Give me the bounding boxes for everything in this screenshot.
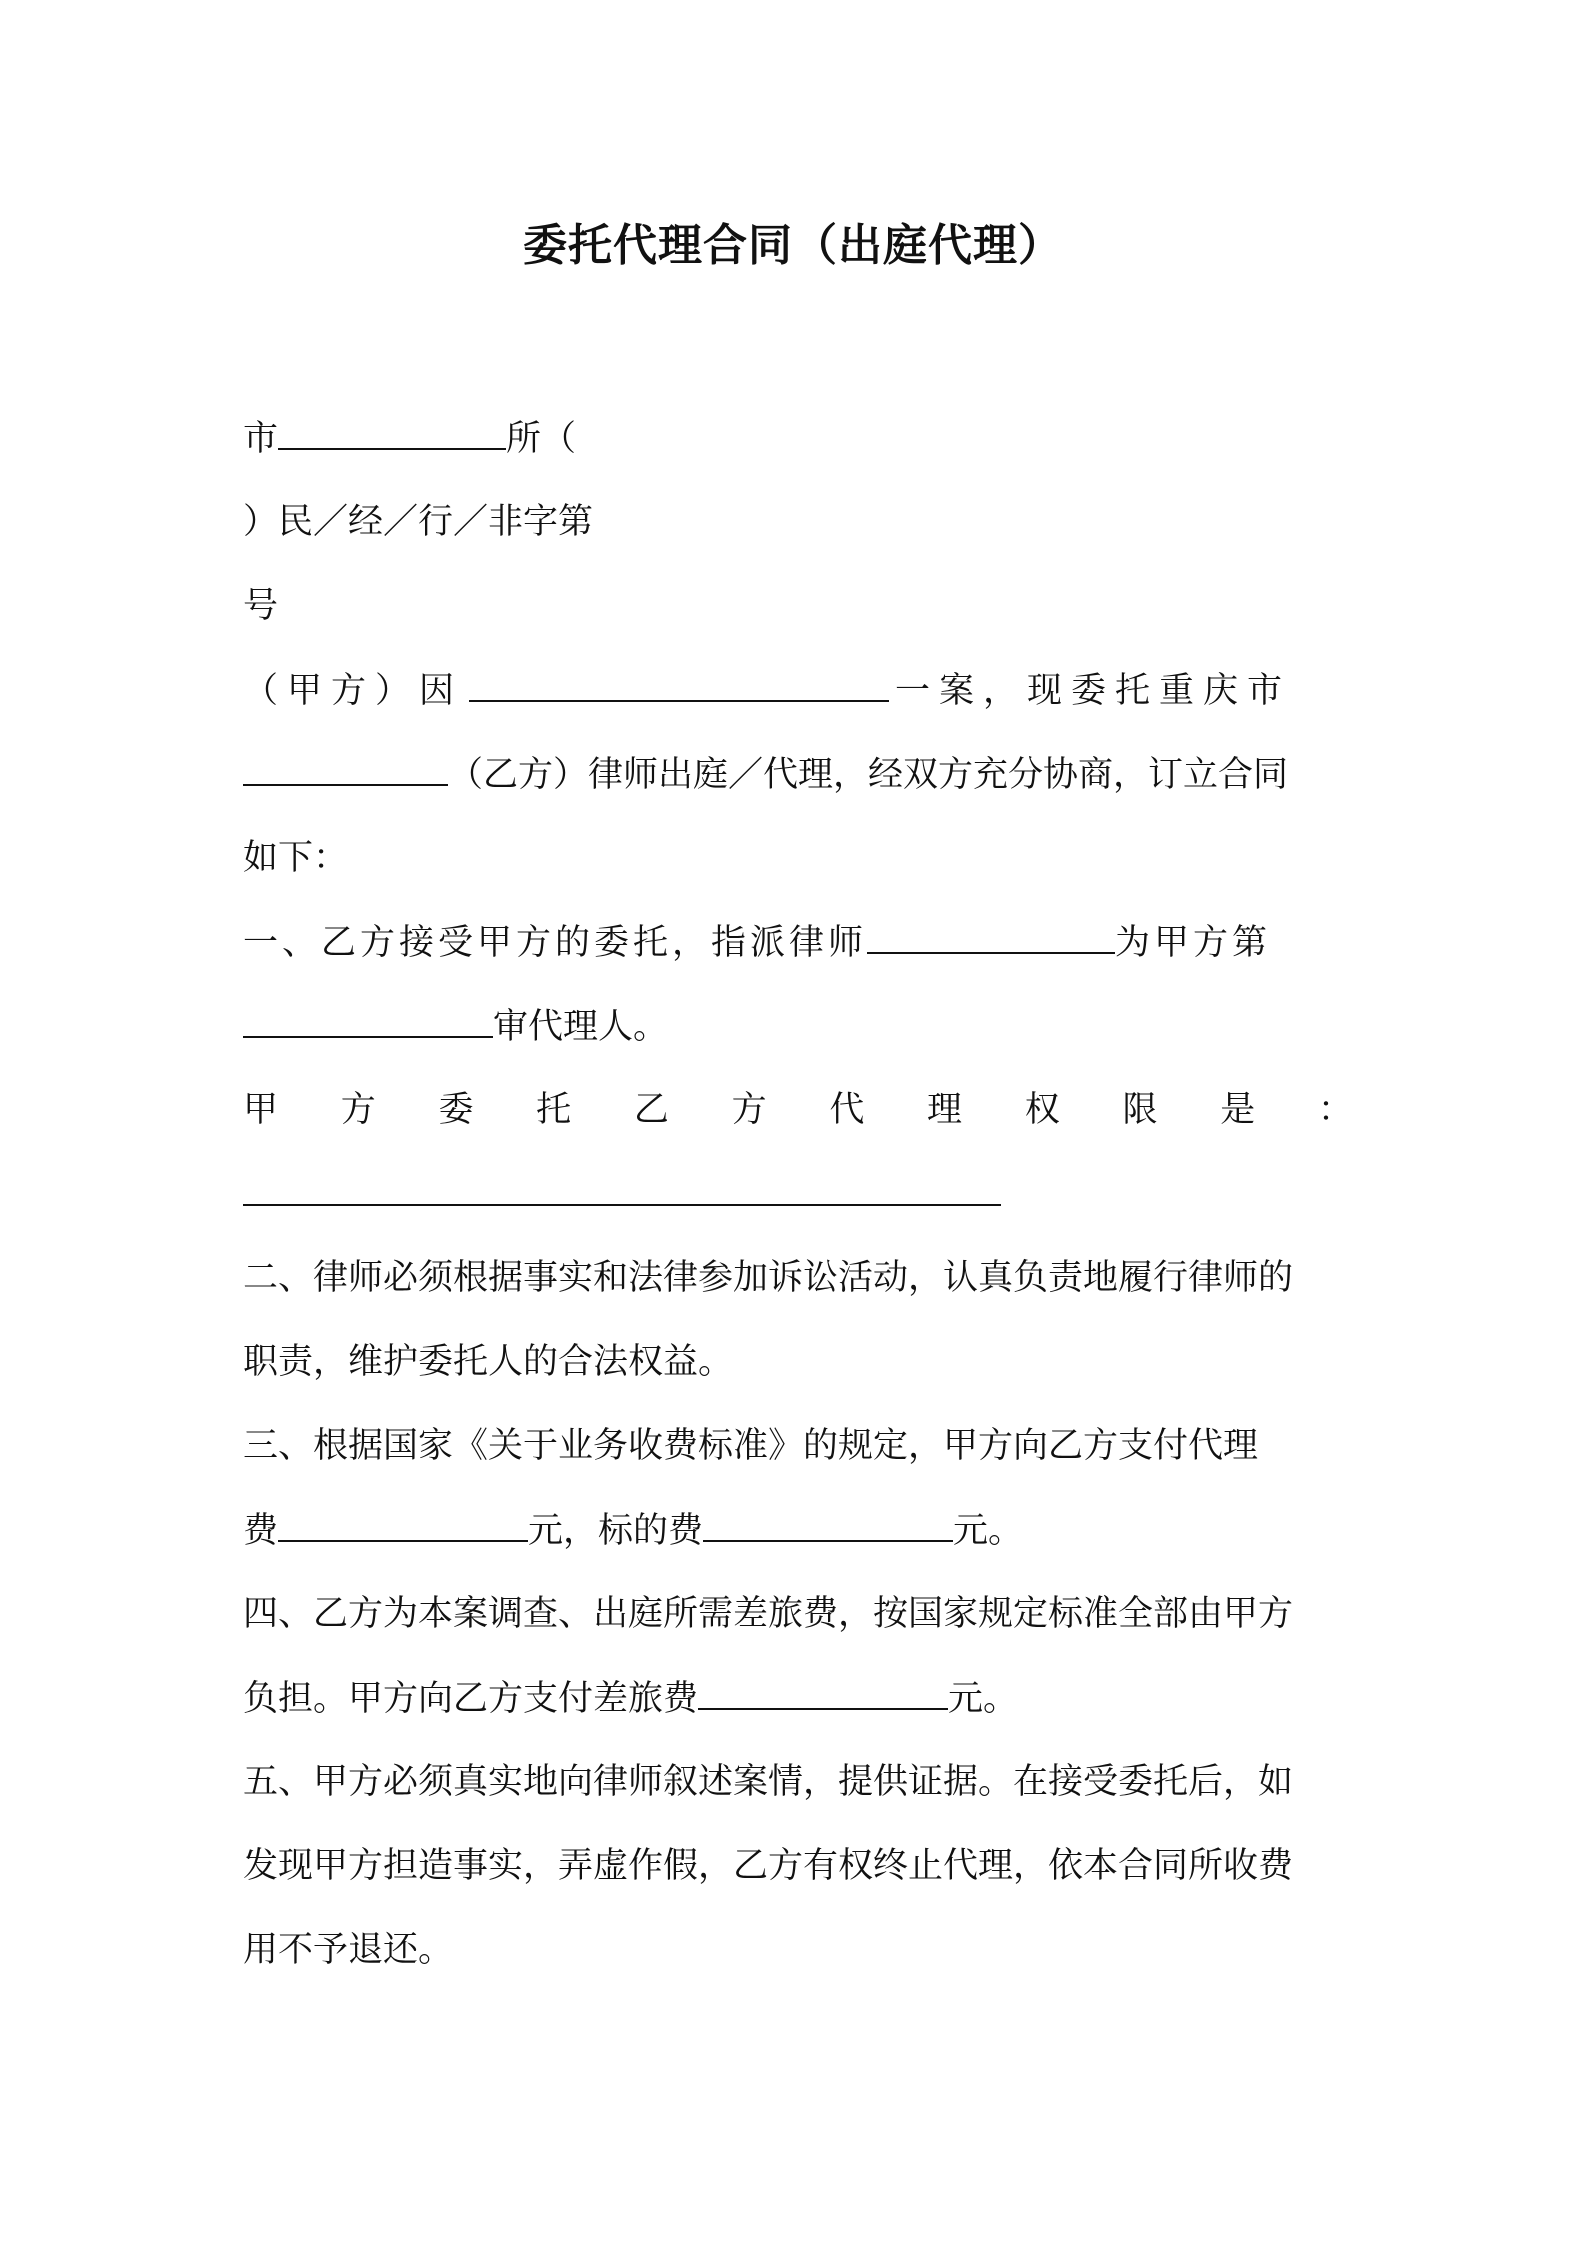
clause5-text-2: 发现甲方担造事实，弄虚作假，乙方有权终止代理，依本合同所收费 bbox=[243, 1846, 1294, 1886]
clause2-line-1 bbox=[243, 1254, 1353, 1302]
clause2-text-1: 二、律师必须根据事实和法律参加诉讼活动，认真负责地履行律师的 bbox=[243, 1258, 1294, 1298]
authority-char: 方 bbox=[340, 1090, 376, 1130]
header-case-type: ）民／经／行／非字第 bbox=[243, 502, 594, 542]
clause1-authority-line bbox=[243, 1086, 1353, 1134]
header-line-2 bbox=[243, 498, 1353, 546]
clause1-line-2 bbox=[243, 1002, 1353, 1051]
intro-entrust: 一案，现委托重庆市 bbox=[895, 671, 1292, 711]
authority-char: ： bbox=[1317, 1090, 1353, 1130]
blank-party-b bbox=[243, 750, 448, 786]
header-line-1 bbox=[243, 414, 1353, 463]
clause2-line-2 bbox=[243, 1338, 1353, 1386]
authority-char: 是 bbox=[1220, 1090, 1256, 1130]
clause1-text-b: 为甲方第 bbox=[1115, 923, 1272, 963]
authority-char: 理 bbox=[927, 1090, 963, 1130]
blank-lawyer-name bbox=[867, 918, 1115, 954]
header-city-label: 市 bbox=[243, 419, 279, 459]
clause3-subject-fee-label: 元，标的费 bbox=[528, 1511, 704, 1551]
clause3-line-1 bbox=[243, 1422, 1353, 1470]
blank-city bbox=[278, 414, 506, 450]
intro-line-2 bbox=[243, 750, 1353, 799]
clause1-text-c: 审代理人。 bbox=[493, 1007, 669, 1047]
clause5-line-1 bbox=[243, 1758, 1353, 1806]
clause1-text-a: 一、乙方接受甲方的委托，指派律师 bbox=[243, 923, 868, 963]
header-office-label: 所（ bbox=[506, 419, 577, 459]
clause3-yuan: 元。 bbox=[953, 1511, 1024, 1551]
intro-party-a: （甲方）因 bbox=[243, 671, 464, 711]
intro-line-3 bbox=[243, 834, 1353, 882]
intro-party-b: （乙方）律师出庭／代理，经双方充分协商，订立合同 bbox=[448, 755, 1289, 795]
authority-char: 方 bbox=[731, 1090, 767, 1130]
authority-char: 委 bbox=[438, 1090, 474, 1130]
document-title: 委托代理合同（出庭代理） bbox=[523, 220, 1063, 271]
authority-char: 权 bbox=[1024, 1090, 1060, 1130]
authority-char: 托 bbox=[536, 1090, 572, 1130]
blank-authority bbox=[243, 1170, 1001, 1206]
clause4-text-1: 四、乙方为本案调查、出庭所需差旅费，按国家规定标准全部由甲方 bbox=[243, 1594, 1294, 1634]
intro-as-follows: 如下： bbox=[243, 838, 349, 878]
clause5-line-2 bbox=[243, 1842, 1353, 1890]
clause1-line-1 bbox=[243, 918, 1353, 967]
header-line-3 bbox=[243, 582, 1353, 630]
blank-travel-fee bbox=[698, 1674, 948, 1710]
clause5-text-3: 用不予退还。 bbox=[243, 1930, 454, 1970]
blank-case-name bbox=[469, 666, 889, 702]
clause3-fee-label: 费 bbox=[243, 1511, 279, 1551]
clause5-text-1: 五、甲方必须真实地向律师叙述案情，提供证据。在接受委托后，如 bbox=[243, 1762, 1294, 1802]
clause4-yuan: 元。 bbox=[948, 1679, 1019, 1719]
header-number-label: 号 bbox=[243, 586, 279, 626]
clause3-text-1: 三、根据国家《关于业务收费标准》的规定，甲方向乙方支付代理 bbox=[243, 1426, 1259, 1466]
clause5-line-3 bbox=[243, 1926, 1353, 1974]
blank-agency-fee bbox=[278, 1506, 528, 1542]
clause4-line-1 bbox=[243, 1590, 1353, 1638]
clause4-text-2: 负担。甲方向乙方支付差旅费 bbox=[243, 1679, 699, 1719]
clause4-line-2 bbox=[243, 1674, 1353, 1723]
clause2-text-2: 职责，维护委托人的合法权益。 bbox=[243, 1342, 734, 1382]
clause3-line-2 bbox=[243, 1506, 1353, 1555]
authority-char: 代 bbox=[829, 1090, 865, 1130]
authority-char: 限 bbox=[1122, 1090, 1158, 1130]
authority-char: 乙 bbox=[633, 1090, 669, 1130]
clause1-authority-blank-line bbox=[243, 1170, 1353, 1219]
authority-char: 甲 bbox=[243, 1090, 279, 1130]
blank-subject-fee bbox=[703, 1506, 953, 1542]
blank-instance bbox=[243, 1002, 493, 1038]
intro-line-1 bbox=[243, 666, 1353, 715]
